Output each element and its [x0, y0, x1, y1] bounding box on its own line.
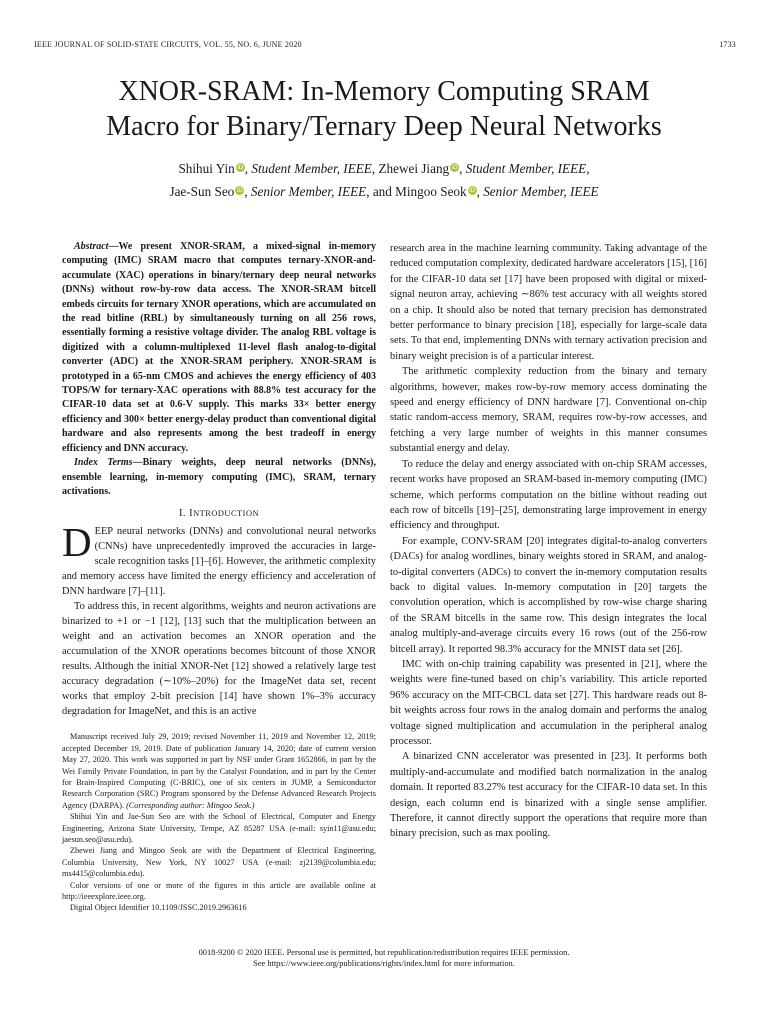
footnote-affiliation-asu: Shihui Yin and Jae-Sun Seo are with the School of Electrical, Computer and Energy Engineering, Arizona State University, Tempe, AZ 85287 USA (e-mail: syin11@asu.edu; jaesun.seo@asu.edu).	[62, 812, 376, 844]
copyright-notice	[0, 947, 768, 969]
footnote-doi: Digital Object Identifier 10.1109/JSSC.2019.2963616	[70, 903, 247, 913]
orcid-icon[interactable]: iD	[236, 187, 243, 194]
left-column	[62, 240, 376, 914]
footnote-block	[62, 731, 376, 914]
footnote-color-note: Color versions of one or more of the figures in this article are available online at http://ieeexplore.ieee.org.	[62, 880, 376, 901]
author-role: Student Member, IEEE	[465, 161, 587, 176]
index-terms-label: Index Terms	[74, 457, 133, 469]
intro-paragraph-2: To address this, in recent algorithms, weights and neuron activations are binarized to +1 or −1 [12], [13] such that the multiplication between an weight and an activation becomes an XNOR operation and the accumulation of the XNOR operations becomes bitcount of those XNOR results. Although the initial XNOR-Net [12] showed a relatively large test accuracy degradation (∼10%–20%) for the ImageNet data set, recent works that employ 2-bit precision [14] have shown 1%–3% accuracy degradation for ImageNet, and this is an active	[62, 601, 376, 718]
section-heading-introduction: I. INTRODUCTION	[178, 508, 260, 520]
body-paragraph: The arithmetic complexity reduction from the binary and ternary algorithms, however, makes row-by-row memory access dominating the speed and energy efficiency of DNN hardware [7]. Conventional on-chip static random-access memory, SRAM, requires row-by-row accesses, and fetching a very large number of weights in this manner consumes substantial energy and delay.	[390, 366, 707, 455]
body-paragraph: IMC with on-chip training capability was presented in [21], where the weights were fine-tuned based on chip’s variability. This article reported 96% accuracy on the MIT-CBCL data set [27]. This hardware reads out 8-bit weights across four rows in the analog domain and performs the analog voltage signed multiplication and accumulation in the peripheral analog processor.	[390, 658, 707, 747]
index-terms-text: —Binary weights, deep neural networks (DNNs), ensemble learning, in-memory computing (IMC), SRAM, ternary activations.	[62, 457, 377, 497]
title-line-2: Macro for Binary/Ternary Deep Neural Networks	[106, 111, 662, 142]
author-name: Shihui Yin	[178, 161, 235, 176]
page-number: 1733	[719, 40, 736, 49]
author-conjunction: and	[372, 184, 392, 199]
intro-paragraph-1: DEEP neural networks (DNNs) and convolutional neural networks (CNNs) have unprecedentedly improved the accuracies in large-scale recognition tasks [1]–[6]. However, the arithmetic complexity and memory access have limited the energy efficiency and acceleration of DNN hardware [7]–[11].	[62, 519, 376, 598]
title-line-1: XNOR-SRAM: In-Memory Computing SRAM	[118, 76, 650, 107]
body-paragraph: To reduce the delay and energy associated with on-chip SRAM accesses, recent works have proposed an SRAM-based in-memory computing (IMC) scheme, which performs computation on the bitline without reading out each row of bitcells [19]–[25], demonstrating large improvement in energy efficiency and throughput.	[390, 458, 707, 532]
abstract-text: —We present XNOR-SRAM, a mixed-signal in-memory computing (IMC) SRAM macro that computes ternary-XNOR-and-accumulate (XAC) operations in binary/ternary deep neural networks (DNNs) without row-by-row data access. The XNOR-SRAM bitcell embeds circuits for ternary XNOR operations, which are accumulated on the read bitline (RBL) by simultaneously turning on all 256 rows, essentially forming a resistive voltage divider. The analog RBL voltage is digitized with a column-multiplexed 11-level flash analog-to-digital converter (ADC) at the XNOR-SRAM periphery. XNOR-SRAM is prototyped in a 65-nm CMOS and achieves the energy efficiency of 403 TOPS/W for ternary-XAC operations with 88.8% test accuracy for the CIFAR-10 data set at 0.6-V supply. This marks 33× better energy efficiency and 300× better energy-delay product than conventional digital hardware and also represents among the best tradeoff in energy efficiency and DNN accuracy.	[62, 241, 376, 454]
orcid-icon[interactable]: iD	[451, 164, 458, 171]
journal-name: IEEE JOURNAL OF SOLID-STATE CIRCUITS, VOL. 55, NO. 6, JUNE 2020	[34, 40, 302, 49]
body-paragraph: For example, CONV-SRAM [20] integrates digital-to-analog converters (DACs) for analog wordlines, binary weights stored in SRAM, and analog-to-digital converters (ADCs) to convert the in-memory computation results back to digital values. In-memory computation in [20] targets the convolution operation, which is accomplished by row-wise charge sharing of the SRAM bitcells in the same row. This design integrates the local analog multiply-and-average circuits every 16 rows (out of the 256-row bitcell array). It reported 98.3% accuracy for the MNIST data set [26].	[390, 535, 707, 655]
copyright-line-1: 0018-9200 © 2020 IEEE. Personal use is permitted, but republication/redistribution requires IEEE permission.	[198, 948, 570, 957]
author-name: Mingoo Seok	[395, 184, 467, 199]
author-list: Shihui Yin iD, Student Member, IEEE, Zhewei Jiang iD, Student Member, IEEE, Jae-Sun Seo iD, Senior Member, IEEE, and Mingoo Seok iD, Senior Member, IEEE	[169, 161, 599, 199]
abstract	[62, 240, 376, 456]
right-column	[390, 241, 707, 842]
paper-title	[40, 74, 728, 144]
running-head	[34, 40, 736, 49]
author-role: Student Member, IEEE	[251, 161, 372, 176]
body-paragraph: research area in the machine learning community. Taking advantage of the reduced computation complexity, dedicated hardware accelerators [15], [16] for the CIFAR-10 data set [17] have been proposed with digital or mixed-signal neuron array, achieving ∼86% test accuracy with all weights stored on a chip. It should also be noted that ternary precision has demonstrated better performance to binary precision [18], especially for large-scale data sets. To that end, implementing DNNs with ternary activation precision and binary weight precision is of a particular interest.	[390, 243, 707, 362]
index-terms	[62, 456, 376, 499]
orcid-icon[interactable]: iD	[468, 187, 476, 194]
footnote-affiliation-columbia: Zhewei Jiang and Mingoo Seok are with the Department of Electrical Engineering, Columbia University, New York, NY 10027 USA (e-mail: zj2139@columbia.edu; ms4415@columbia.edu).	[62, 846, 376, 879]
footnote-manuscript: Manuscript received July 29, 2019; revised November 11, 2019 and November 12, 2019; accepted December 19, 2019. Date of publication January 14, 2020; date of current version May 27, 2020. This work was supported in part by NSF under Grant 1652866, in part by the Wei Family Private Foundation, in part by the Catalyst Foundation, and in part by the Center for Brain-Inspired Computing (C-BRIC), one of six centers in JUMP, a Semiconductor Research Corporation (SRC) Program sponsored by the Defense Advanced Research Projects Agency (DARPA). (Corresponding author: Mingoo Seok.)	[62, 732, 376, 810]
abstract-label: Abstract	[74, 241, 109, 252]
author-role: Senior Member, IEEE	[483, 184, 599, 199]
author-role: Senior Member, IEEE	[250, 184, 367, 199]
author-name: Jae-Sun Seo	[169, 184, 235, 199]
orcid-icon[interactable]: iD	[237, 164, 244, 171]
copyright-line-2: See https://www.ieee.org/publications/rights/index.html for more information.	[253, 959, 515, 968]
body-paragraph: A binarized CNN accelerator was presented in [23]. It performs both multiply-and-accumulate and modified batch normalization in the analog domain. It reported 83.27% test accuracy for the CIFAR-10 data set. In this design, each column end is binarized with a single sense amplifier. Therefore, it cannot directly support the operations that require more than binary precision, such as max pooling.	[390, 751, 707, 840]
drop-cap: D	[62, 519, 92, 566]
author-name: Zhewei Jiang	[378, 161, 450, 176]
